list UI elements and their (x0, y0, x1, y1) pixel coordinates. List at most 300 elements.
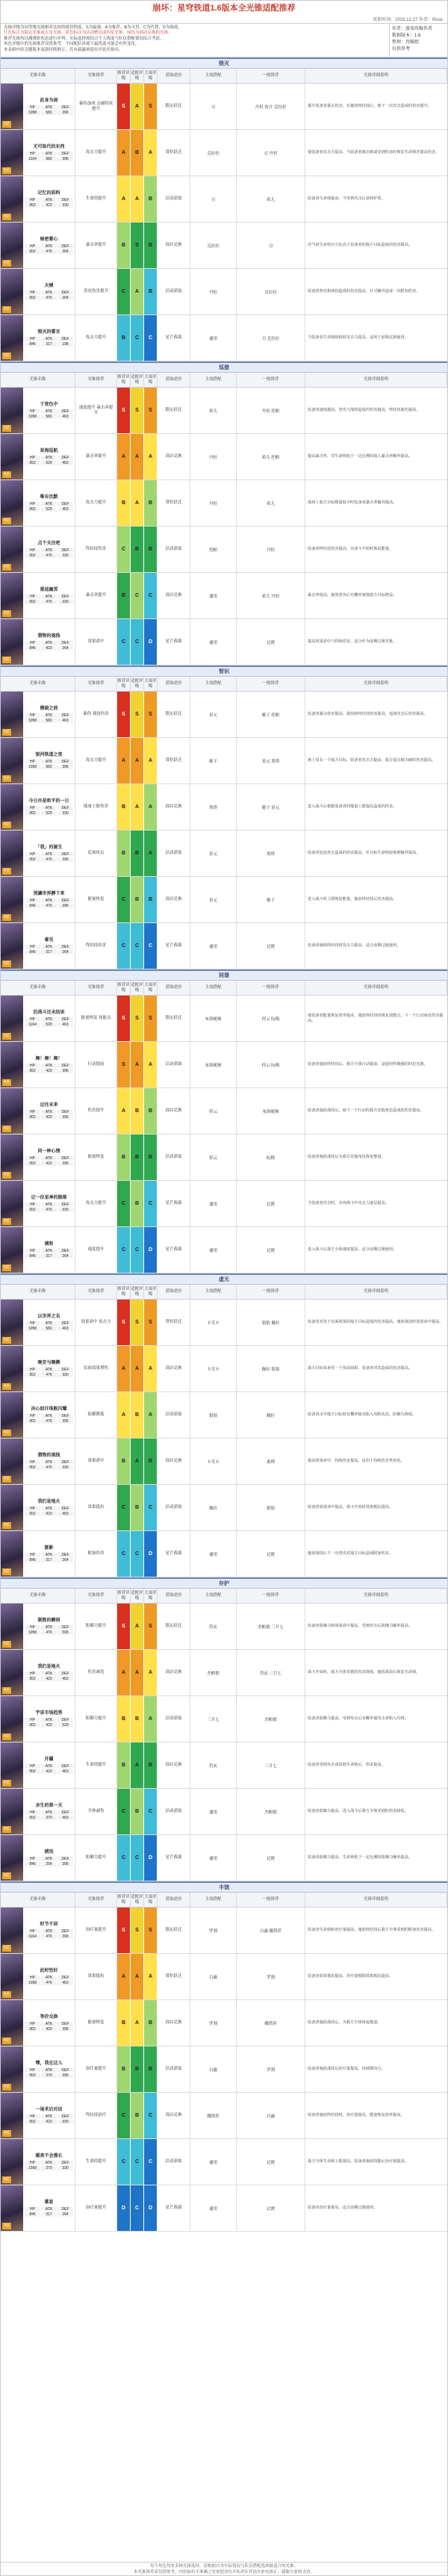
lightcone-name: 宇宙市场趋势 (35, 1711, 63, 1716)
stat-value: 396 (57, 2027, 73, 2032)
recommendation: 能量恢复 (75, 2000, 117, 2046)
stat-grid (25, 852, 73, 862)
grade-2: B (131, 1088, 144, 1134)
stat-value: HP (25, 1460, 40, 1465)
general-pairing: 银狼 佩拉 (237, 1300, 305, 1345)
detail-note: 装备者速度越高，普攻与战技造成的伤害越高，终结技暴伤提高。 (308, 408, 420, 413)
note-line: 红色标注为限定光锥或五星光锥，蓝色标注为活动赠送或四星光锥，绿色为商店兑换的光锥。 (4, 31, 172, 36)
detail-note: 装备者施放战技后，使下一个行动的我方其他角色造成的伤害提高。 (308, 1108, 424, 1114)
table-row (1, 1604, 447, 1650)
detail-note: 提升装备者暴击伤害，在施放终结技后，使下一次攻击造成的伤害提升。 (308, 104, 432, 109)
source: 商店兑换 (158, 2093, 190, 2138)
grade-1: S (117, 388, 131, 433)
stat-value: DEF (57, 105, 73, 110)
grade-2: C (131, 2185, 144, 2231)
recommendation: 终结技伤害 (75, 923, 117, 969)
source: 常驻跃迁 (158, 1954, 190, 1999)
general-pairing: 阮梅 (237, 1135, 305, 1180)
table-row (1, 1438, 447, 1485)
col-g1: 推荐评级 (117, 1893, 131, 1907)
grade-2: A (131, 176, 144, 222)
lightcone-portrait (1, 1088, 23, 1134)
rarity-tag: 4星 (2, 564, 11, 571)
stat-value: ATK (41, 713, 57, 718)
stat-grid (25, 2022, 73, 2032)
main-pairing: 罗刹 (190, 2000, 237, 2046)
col-character: 光锥名称 (1, 981, 75, 995)
col-note: 光锥详细说明 (305, 981, 447, 995)
col-main: 主流搭配 (190, 373, 237, 387)
grade-3: C (144, 1789, 158, 1834)
stat-value: DEF (57, 1718, 73, 1722)
stat-value: HP (25, 899, 40, 903)
grade-2: A (131, 480, 144, 526)
stat-value: 1058 (25, 1326, 40, 1331)
stat-value: 952 (25, 1161, 40, 1166)
lightcone-info (23, 1835, 75, 1881)
section-title: 智识 (1, 667, 447, 677)
source: 活动获取 (158, 1485, 190, 1530)
lightcone-cell (1, 480, 75, 526)
lightcone-portrait (1, 1485, 23, 1530)
lightcone-cell (1, 434, 75, 479)
stat-value: 423 (41, 1115, 57, 1120)
general-pairing: 罗刹 (237, 2046, 305, 2092)
stat-value: DEF (57, 1810, 73, 1815)
detail-note: 暴击率提高，施放普攻后有概率驱散敌方目标增益。 (308, 593, 397, 598)
main-pairing: 卡芙卡 (190, 1346, 237, 1391)
table-row (1, 2185, 447, 2232)
stat-value: ATK (41, 1506, 57, 1511)
detail-note: 装备者施放终结技后，我方全体行动提前，是通用性极强的四星光锥。 (308, 1062, 428, 1067)
recommendation: 效果命中 (75, 1438, 117, 1484)
main-pairing: 停云 (190, 1135, 237, 1180)
lightcone-name: 睿见 (44, 938, 54, 943)
notes (1, 24, 389, 57)
stat-value: ATK (41, 1156, 57, 1161)
detail-note: 装备者施放终结技时攻击力提高，适合前期过渡使用。 (308, 943, 401, 949)
stat-value: ATK (41, 502, 57, 506)
source: 限定跃迁 (158, 1908, 190, 1953)
stat-value: 396 (57, 765, 73, 769)
general-pairing: 过渡 (237, 2139, 305, 2185)
table-row (1, 923, 447, 969)
lightcone-name: 唯有沉默 (40, 495, 58, 500)
lightcone-info (23, 176, 75, 222)
main-pairing: 景元 (190, 877, 237, 922)
stat-value: 463 (57, 461, 73, 465)
table-row (1, 1696, 447, 1742)
col-g2: 适配评级 (131, 69, 144, 83)
info-box (1, 23, 447, 58)
stat-value: 952 (25, 1115, 40, 1120)
grade-2: B (131, 130, 144, 176)
col-g1: 推荐评级 (117, 677, 131, 691)
lightcone-info (23, 831, 75, 876)
stat-value: HP (25, 105, 40, 110)
stat-value: 952 (25, 2027, 40, 2032)
grade-1: C (117, 527, 131, 572)
stat-value: 952 (25, 1723, 40, 1728)
lightcone-cell (1, 1346, 75, 1391)
stat-value: 423 (41, 1161, 57, 1166)
table-header (1, 69, 447, 84)
grade-3: B (144, 1088, 158, 1134)
stat-grid (25, 1929, 73, 1939)
table-row (1, 434, 447, 480)
stat-value: ATK (41, 2207, 57, 2212)
source: 活动获取 (158, 1135, 190, 1180)
source: 常驻跃迁 (158, 480, 190, 526)
lightcone-info (23, 130, 75, 176)
source: 星芒战幕 (158, 2185, 190, 2231)
stat-value: 396 (57, 2073, 73, 2078)
detail-note: 装备者追加攻击造成的伤害提高，若目标生命值较低则额外提高。 (308, 851, 420, 856)
main-pairing: 通用 (190, 315, 237, 361)
stat-value: ATK (41, 409, 57, 414)
stat-value: 529 (41, 461, 57, 465)
stat-value: HP (25, 2022, 40, 2026)
recommendation: 速度提升 暴击率提升 (75, 388, 117, 433)
recommendation: 效果抵抗 (75, 1954, 117, 1999)
stat-value: DEF (57, 1064, 73, 1068)
stat-value: 463 (57, 507, 73, 512)
stat-grid (25, 502, 73, 512)
stat-value: DEF (57, 1672, 73, 1676)
grade-3: C (144, 1485, 158, 1530)
table-row (1, 176, 447, 223)
lightcone-cell (1, 619, 75, 665)
lightcone-name: 时节不居 (40, 1922, 58, 1927)
grade-2: S (131, 1300, 144, 1345)
grade-2: B (131, 1181, 144, 1226)
stat-value: 264 (57, 2212, 73, 2217)
stat-value: 582 (41, 415, 57, 419)
stat-value: 1058 (25, 111, 40, 115)
stat-value: ATK (41, 1202, 57, 1207)
grade-2: C (131, 2139, 144, 2185)
grade-3: D (144, 2185, 158, 2231)
general-pairing: 姬子 (237, 877, 305, 922)
stat-value: 952 (25, 203, 40, 208)
stat-value: 330 (57, 2166, 73, 2170)
lightcone-cell (1, 269, 75, 314)
rarity-tag: 5星 (2, 1991, 11, 1998)
general-pairing: 克拉拉 (237, 269, 305, 314)
stat-grid (25, 1110, 73, 1120)
stat-value: 330 (57, 600, 73, 604)
col-character: 光锥名称 (1, 1589, 75, 1603)
grade-2: A (131, 1742, 144, 1788)
source: 商店兑换 (158, 1650, 190, 1695)
grade-3: D (144, 1835, 158, 1881)
stat-value: 1058 (25, 2166, 40, 2170)
rarity-tag: 4星 (2, 822, 11, 828)
stat-grid (25, 1017, 73, 1027)
recommendation: 速度提升 (75, 1227, 117, 1273)
main-pairing: 通用 (190, 1835, 237, 1881)
rarity-tag: 3星 (2, 1568, 11, 1575)
stat-value: HP (25, 1718, 40, 1722)
stat-value: 463 (57, 1816, 73, 1820)
stat-value: 317 (41, 1254, 57, 1258)
rarity-tag: 5星 (2, 1033, 11, 1040)
lightcone-name: 等价交换 (40, 2015, 58, 2020)
col-note: 光锥详细说明 (305, 69, 447, 83)
lightcone-portrait (1, 738, 23, 783)
stat-value: ATK (41, 1110, 57, 1114)
stat-value: HP (25, 1414, 40, 1418)
stat-value: HP (25, 2068, 40, 2073)
section-5 (1, 1577, 447, 1881)
stat-value: 317 (41, 950, 57, 955)
col-character: 光锥名称 (1, 373, 75, 387)
col-main: 主流搭配 (190, 1589, 237, 1603)
lightcone-info (23, 877, 75, 922)
lightcone-portrait (1, 84, 23, 129)
stat-value: DEF (57, 945, 73, 949)
lightcone-name: 我们是地火 (37, 1500, 60, 1504)
stat-value: DEF (57, 1414, 73, 1418)
lightcone-cell (1, 1835, 75, 1881)
stat-value: 463 (57, 1981, 73, 1985)
stat-value: DEF (57, 1506, 73, 1511)
stat-value: 476 (41, 1981, 57, 1985)
grade-1: S (117, 1908, 131, 1953)
grade-3: B (144, 176, 158, 222)
stat-value: 317 (41, 1558, 57, 1562)
general-pairing: 过渡 (237, 1835, 305, 1881)
lightcone-name: 重返幽冥 (40, 588, 58, 592)
recommendation: 治疗量提升 (75, 1908, 117, 1953)
grade-2: S (131, 692, 144, 737)
grade-3: A (144, 1346, 158, 1391)
recommendation: 治疗量提升 (75, 2046, 117, 2092)
stat-value: 952 (25, 1769, 40, 1774)
lightcone-name: 琥珀 (44, 1850, 54, 1855)
stat-value: 423 (41, 2027, 57, 2032)
lightcone-portrait (1, 1346, 23, 1391)
stat-value: 582 (41, 157, 57, 161)
stat-value: HP (25, 2207, 40, 2212)
stat-value: ATK (41, 548, 57, 553)
stat-value: 846 (25, 646, 40, 651)
stat-value: 1058 (25, 1981, 40, 1985)
col-note: 光锥详细说明 (305, 677, 447, 691)
table-row (1, 223, 447, 269)
grade-1: A (117, 1088, 131, 1134)
stat-grid (25, 1460, 73, 1470)
detail-note: 装备者防御力提高，受到攻击后有概率使攻击者陷入灼烧。 (308, 1716, 408, 1722)
recommendation: 效果命中 攻击力 (75, 1300, 117, 1345)
footer-line: 每个角色均有多种光锥选择，请根据自身实际情况与队伍搭配选择最适合的光锥。 (149, 2564, 298, 2569)
table-row (1, 1954, 447, 2000)
stat-value: 423 (41, 2120, 57, 2124)
lightcone-info (23, 480, 75, 526)
grade-1: S (117, 1042, 131, 1087)
stat-value: HP (25, 198, 40, 202)
footer-line: 本光锥推荐表仅供参考，内容如有不准确之处欢迎各位开拓者在评论区补充指正，感谢大家的支持。 (133, 2570, 314, 2575)
stat-value: 264 (57, 1558, 73, 1562)
grade-2: S (131, 223, 144, 268)
stat-value: ATK (41, 244, 57, 249)
table-row (1, 527, 447, 573)
recommendation: 暴击率提升 (75, 573, 117, 618)
stat-value: 952 (25, 2073, 40, 2078)
col-main: 主流搭配 (190, 981, 237, 995)
recommendation: 能量恢复 (75, 877, 117, 922)
lightcone-portrait (1, 619, 23, 665)
rarity-tag: 4星 (2, 1383, 11, 1390)
lightcone-cell (1, 2185, 75, 2231)
grade-2: B (131, 527, 144, 572)
lightcone-portrait (1, 480, 23, 526)
general-pairing: 丹恒 托帕 (237, 388, 305, 433)
col-rec: 光锥推荐 (75, 1589, 117, 1603)
grade-1: B (117, 2046, 131, 2092)
main-pairing: 通用 (190, 619, 237, 665)
stat-value: ATK (41, 641, 57, 645)
stat-value: HP (25, 1764, 40, 1769)
lightcone-cell (1, 2000, 75, 2046)
source: 限定跃迁 (158, 996, 190, 1041)
lightcone-info (23, 1604, 75, 1649)
stat-grid (25, 337, 73, 347)
grade-1: C (117, 1181, 131, 1226)
lightcone-name: 调和 (44, 1242, 54, 1247)
stat-value: 1058 (25, 765, 40, 769)
detail-note: 装备者效果命中提高，战斗开始时效果抵抗提高。 (308, 1505, 393, 1510)
lightcone-info (23, 1300, 75, 1345)
recommendation: 防御力提升 (75, 1696, 117, 1742)
source: 商店兑换 (158, 1088, 190, 1134)
source: 星芒战幕 (158, 1835, 190, 1881)
col-gen: 一般推荐 (237, 981, 305, 995)
col-character: 光锥名称 (1, 1893, 75, 1907)
rarity-tag: 4星 (2, 214, 11, 220)
stat-value: DEF (57, 852, 73, 857)
table-row (1, 1908, 447, 1954)
stat-grid (25, 105, 73, 115)
general-pairing: 白露 (237, 2093, 305, 2138)
grade-3: A (144, 1650, 158, 1695)
stat-value: HP (25, 1017, 40, 1022)
lightcone-name: 秘密誓心 (40, 238, 58, 242)
stat-grid (25, 1625, 73, 1635)
lightcone-portrait (1, 1181, 23, 1226)
grade-3: S (144, 996, 158, 1041)
grade-2: A (131, 1954, 144, 1999)
lightcone-info (23, 223, 75, 268)
detail-note: 战斗开始时，我方全体受到的伤害降低，施放战技后恢复生命值。 (308, 1670, 420, 1675)
grade-3: B (144, 223, 158, 268)
stat-value: ATK (41, 198, 57, 202)
table-row (1, 2046, 447, 2093)
main-pairing: 景元 (190, 831, 237, 876)
stat-value: 396 (57, 157, 73, 161)
main-pairing: 佩拉 (190, 1485, 237, 1530)
col-disc: 获取途径 (158, 69, 190, 83)
stat-value: 476 (41, 904, 57, 908)
stat-value: DEF (57, 1929, 73, 1934)
lightcone-name: 舞！舞！舞！ (35, 1057, 63, 1061)
stat-value: ATK (41, 1764, 57, 1769)
grade-2: C (131, 1227, 144, 1273)
table-row (1, 738, 447, 784)
main-pairing: 符玄 (190, 1742, 237, 1788)
stat-value: 846 (25, 342, 40, 347)
stat-value: 582 (41, 765, 57, 769)
lightcone-portrait (1, 1227, 23, 1273)
lightcone-portrait (1, 573, 23, 618)
stat-value: ATK (41, 456, 57, 460)
detail-note: 当装备者生命值降低时攻击力提高，适用于前期过渡使用。 (308, 335, 408, 341)
detail-note: 装备者施放战技后，为我方全体恢复能量。 (308, 2020, 382, 2026)
lightcone-cell (1, 738, 75, 783)
lightcone-portrait (1, 130, 23, 176)
main-pairing: 杰帕德 (190, 1650, 237, 1695)
table-row (1, 1227, 447, 1273)
table-row (1, 1789, 447, 1835)
stat-value: HP (25, 244, 40, 249)
footer (1, 2562, 447, 2575)
stat-value: HP (25, 1857, 40, 1861)
lightcone-portrait (1, 223, 23, 268)
table-row (1, 1392, 447, 1438)
lightcone-cell (1, 1650, 75, 1695)
recommendation: 效果抵抗 (75, 1485, 117, 1530)
stat-grid (25, 641, 73, 651)
stat-grid (25, 595, 73, 604)
table-row (1, 269, 447, 315)
stat-value: DEF (57, 1857, 73, 1861)
recommendation: 生命值提升 (75, 2139, 117, 2185)
general-pairing: 白露 娜塔莎 (237, 1908, 305, 1953)
stat-value: HP (25, 1625, 40, 1630)
stat-value: DEF (57, 641, 73, 645)
stat-value: 317 (41, 342, 57, 347)
stat-value: DEF (57, 548, 73, 553)
lightcone-info (23, 692, 75, 737)
stat-value: DEF (57, 2207, 73, 2212)
col-rec: 光锥推荐 (75, 677, 117, 691)
stat-value: 476 (41, 1419, 57, 1424)
rarity-tag: 4星 (2, 1218, 11, 1225)
grade-1: B (117, 1742, 131, 1788)
stat-value: ATK (41, 852, 57, 857)
lightcone-info (23, 1696, 75, 1742)
section-title: 虚无 (1, 1275, 447, 1285)
lightcone-info (23, 1227, 75, 1273)
lightcone-cell (1, 1908, 75, 1953)
stat-value: HP (25, 502, 40, 506)
lightcone-portrait (1, 831, 23, 876)
general-pairing: 过渡 (237, 1181, 305, 1226)
main-pairing: 娜塔莎 (190, 2093, 237, 2138)
lightcone-portrait (1, 1438, 23, 1484)
stat-value: ATK (41, 337, 57, 341)
stat-value: ATK (41, 1672, 57, 1676)
col-disc: 获取途径 (158, 677, 190, 691)
stat-value: ATK (41, 1553, 57, 1557)
stat-grid (25, 456, 73, 465)
general-pairing: 过渡 (237, 1227, 305, 1273)
main-pairing: 通用 (190, 2185, 237, 2231)
grade-2: B (131, 1485, 144, 1530)
stat-value: 423 (41, 1769, 57, 1774)
rarity-tag: 4星 (2, 868, 11, 875)
stat-value: HP (25, 2161, 40, 2165)
